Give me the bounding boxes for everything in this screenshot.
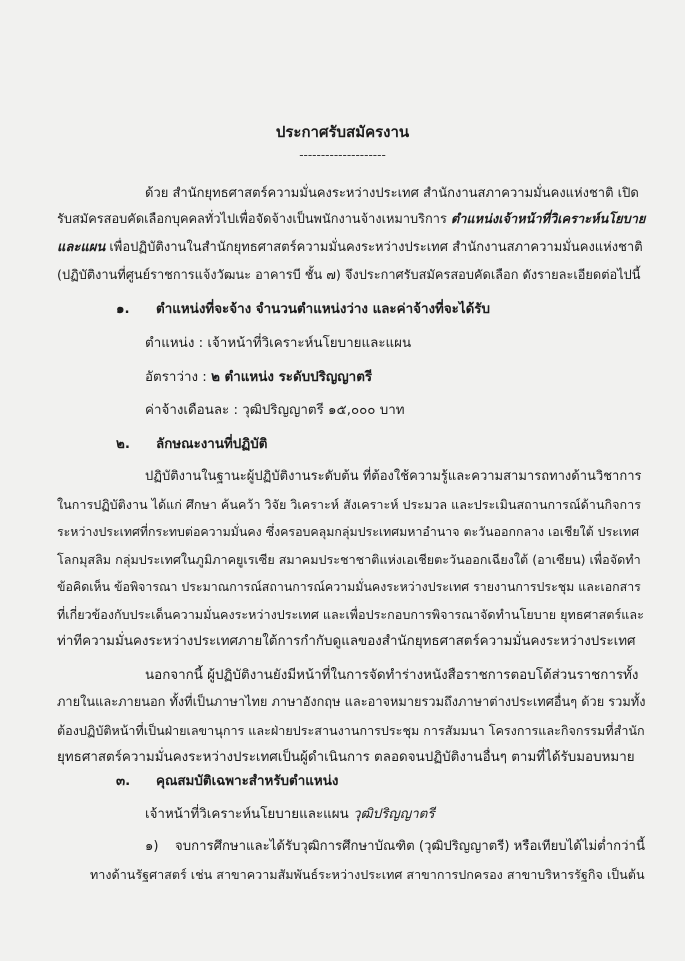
section-3-item-1-line-2: ทางด้านรัฐศาสตร์ เช่น สาขาความสัมพันธ์ระหว่างประเทศ สาขาการปกครอง สาขาบริหารรัฐกิจ เป็นต้น xyxy=(90,867,645,882)
section-2-paragraph-1-line: ระหว่างประเทศที่กระทบต่อความมั่นคง ซึ่งครอบคลุมกลุ่มประเทศมหาอำนาจ ตะวันออกกลาง เอเชียใต้ ประเทศ xyxy=(57,524,640,539)
section-1-title: ตำแหน่งที่จะจ้าง จำนวนตำแหน่งว่าง และค่าจ้างที่จะได้รับ xyxy=(156,302,490,317)
section-2-paragraph-2-line: ยุทธศาสตร์ความมั่นคงระหว่างประเทศเป็นผู้ดำเนินการ ตลอดจนปฏิบัติงานอื่นๆ ตามที่ได้รับมอบหมาย xyxy=(57,750,635,765)
intro-line-2-text: รับสมัครสอบคัดเลือกบุคคลทั่วไปเพื่อจัดจ้างเป็นพนักงานจ้างเหมาบริการ xyxy=(57,212,451,227)
section-3-heading xyxy=(116,772,338,792)
title-divider: -------------------- xyxy=(299,148,386,162)
section-1-heading xyxy=(116,300,490,320)
section-3-degree-label: วุฒิปริญญาตรี xyxy=(353,807,435,822)
section-3-item-1-text: จบการศึกษาและได้รับวุฒิการศึกษาบัณฑิต (วุฒิปริญญาตรี) หรือเทียบได้ไม่ต่ำกว่านี้ xyxy=(175,839,645,854)
section-3-item-1-line-1 xyxy=(145,837,645,857)
section-2-paragraph-1-line: ปฏิบัติงานในฐานะผู้ปฏิบัติงานระดับต้น ที่ต้องใช้ความรู้และความสามารถทางด้านวิชาการ xyxy=(145,469,642,484)
section-1-position: ตำแหน่ง : เจ้าหน้าที่วิเคราะห์นโยบายและแผน xyxy=(145,336,412,351)
section-2-heading xyxy=(116,435,267,455)
section-3-number: ๓. xyxy=(116,774,131,789)
intro-line-1: ด้วย สำนักยุทธศาสตร์ความมั่นคงระหว่างประเทศ สำนักงานสภาความมั่นคงแห่งชาติ เปิด xyxy=(145,186,639,201)
intro-line-3 xyxy=(57,238,643,258)
section-2-title: ลักษณะงานที่ปฏิบัติ xyxy=(156,437,268,452)
section-1-rate-label: อัตราว่าง : xyxy=(145,370,212,385)
section-2-paragraph-1-line: โลกมุสลิม กลุ่มประเทศในภูมิภาคยูเรเซีย สมาคมประชาชาติแห่งเอเชียตะวันออกเฉียงใต้ (อาเซียน) เพื่อจัดทำ xyxy=(57,552,641,567)
section-3-position-label: เจ้าหน้าที่วิเคราะห์นโยบายและแผน xyxy=(145,807,354,822)
section-2-paragraph-2-line: ภายในและภายนอก ทั้งที่เป็นภาษาไทย ภาษาอังกฤษ และอาจหมายรวมถึงภาษาต่างประเทศอื่นๆ ด้วย รวมทั้ง xyxy=(57,695,646,710)
section-3-title: คุณสมบัติเฉพาะสำหรับตำแหน่ง xyxy=(156,774,339,789)
section-1-number: ๑. xyxy=(116,302,130,317)
intro-line-2 xyxy=(57,210,645,230)
section-1-salary: ค่าจ้างเดือนละ : วุฒิปริญญาตรี ๑๕,๐๐๐ บาท xyxy=(145,403,405,418)
section-2-paragraph-1-line: ท่าทีความมั่นคงระหว่างประเทศภายใต้การกำกับดูแลของสำนักยุทธศาสตร์ความมั่นคงระหว่างประเทศ xyxy=(57,634,636,649)
section-2-paragraph-1-line: ในการปฏิบัติงาน ได้แก่ ศึกษา ค้นคว้า วิจัย วิเคราะห์ สังเคราะห์ ประมวล และประเมินสถานการณ์ด้านกิจการ xyxy=(57,497,641,512)
page-title: ประกาศรับสมัครงาน xyxy=(275,123,410,141)
section-1-rate-value: ๒ ตำแหน่ง ระดับปริญญาตรี xyxy=(211,370,373,385)
section-2-paragraph-2-line: นอกจากนี้ ผู้ปฏิบัติงานยังมีหน้าที่ในการจัดทำร่างหนังสือราชการตอบโต้ส่วนราชการทั้ง xyxy=(145,668,639,683)
section-2-paragraph-1-line: ที่เกี่ยวข้องกับประเด็นความมั่นคงระหว่างประเทศ และเพื่อประกอบการพิจารณาจัดทำนโยบาย ยุทธศาสตร์และ xyxy=(57,607,644,622)
section-1-rate xyxy=(145,368,372,388)
section-2-number: ๒. xyxy=(116,437,130,452)
intro-position-emphasis: ตำแหน่งเจ้าหน้าที่วิเคราะห์นโยบาย xyxy=(450,212,646,227)
section-3-subheading xyxy=(145,805,435,825)
section-2-paragraph-2-line: ต้องปฏิบัติหน้าที่เป็นฝ่ายเลขานุการ และฝ่ายประสานงานการประชุม การสัมมนา โครงการและกิจกรรมที่สำนัก xyxy=(57,723,645,738)
intro-line-4: (ปฏิบัติงานที่ศูนย์ราชการแจ้งวัฒนะ อาคารบี ชั้น ๗) จึงประกาศรับสมัครสอบคัดเลือก ดังรายละเอียดต่อไปนี้ xyxy=(57,268,641,283)
section-2-paragraph-1-line: ข้อคิดเห็น ข้อพิจารณา ประมาณการณ์สถานการณ์ความมั่นคงระหว่างประเทศ รายงานการประชุม และเอกสาร xyxy=(57,579,641,594)
intro-line-3-text: เพื่อปฏิบัติงานในสำนักยุทธศาสตร์ความมั่นคงระหว่างประเทศ สำนักงานสภาความมั่นคงแห่งชาติ xyxy=(105,240,643,255)
intro-position-emphasis-cont: และแผน xyxy=(57,240,106,255)
section-3-item-1-number: ๑) xyxy=(145,839,159,854)
